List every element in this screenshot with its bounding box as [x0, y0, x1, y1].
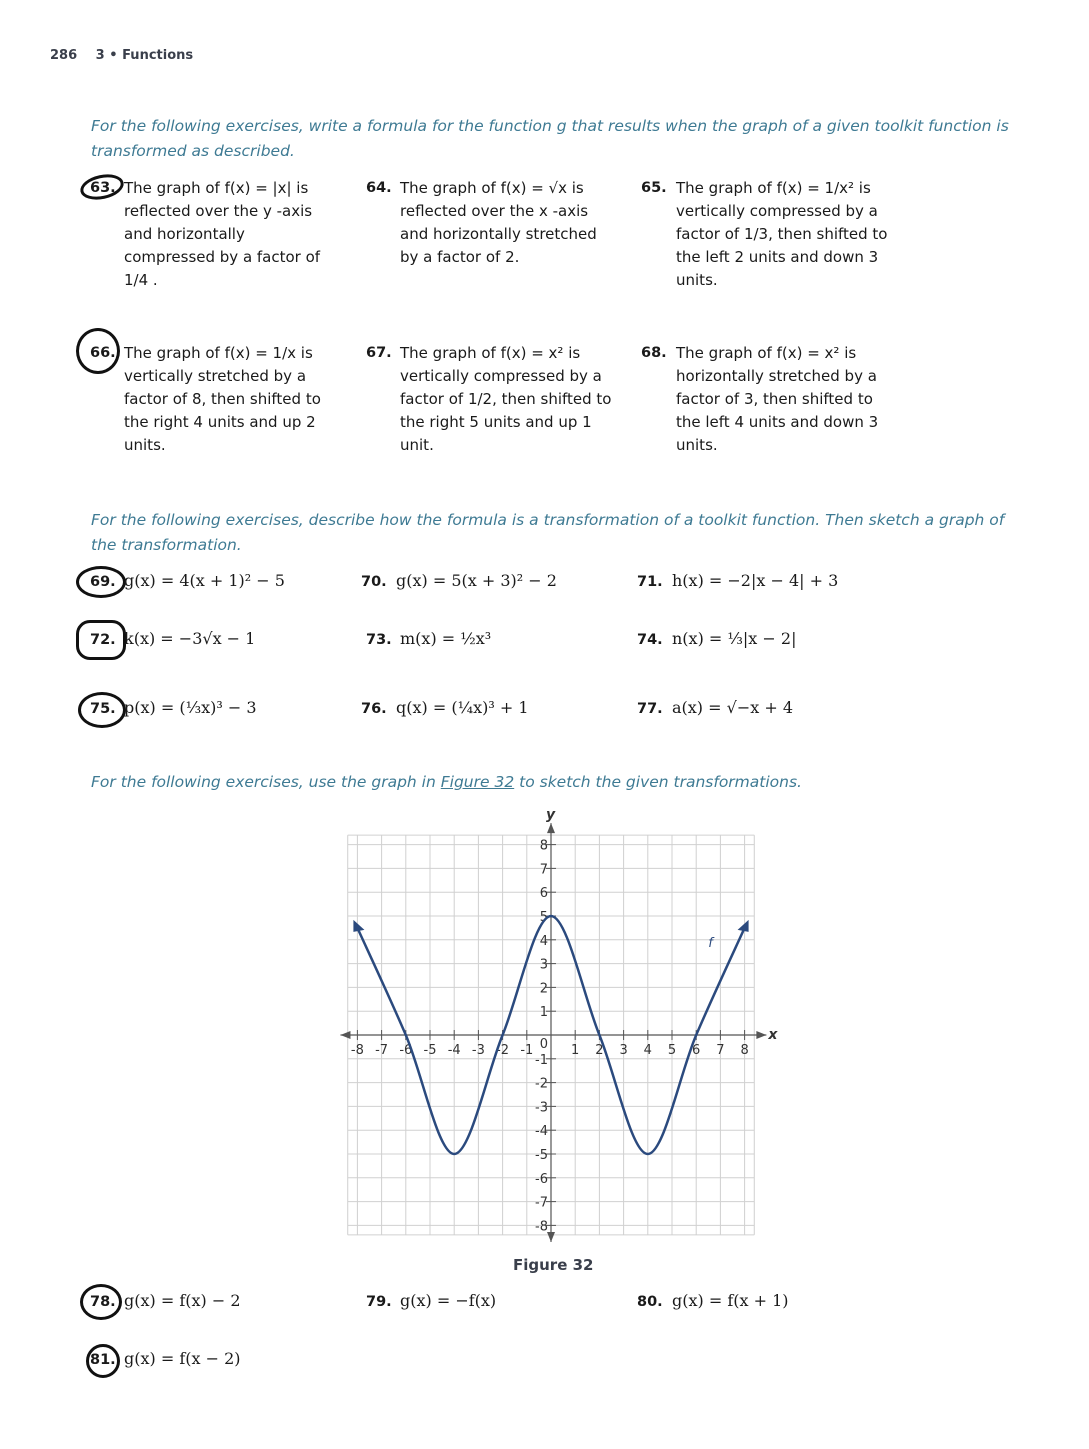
- exercise-line: unit.: [400, 436, 434, 454]
- x-tick-label: 6: [692, 1043, 701, 1058]
- exercise-number: 80.: [637, 1294, 663, 1310]
- exercise-line: 1/4 .: [124, 271, 158, 289]
- x-tick-label: 4: [643, 1043, 652, 1058]
- exercise-line: units.: [124, 436, 166, 454]
- exercise-number: 63.: [90, 180, 116, 196]
- exercise-line: and horizontally: [124, 225, 245, 243]
- exercise-line: and horizontally stretched: [400, 225, 597, 243]
- x-tick-label: -3: [471, 1043, 485, 1058]
- exercise-line: reflected over the y -axis: [124, 202, 313, 220]
- exercise-line: by a factor of 2.: [400, 248, 520, 266]
- y-tick-label: 3: [539, 957, 548, 973]
- exercise-line: factor of 1/2, then shifted to: [400, 390, 612, 408]
- exercise-line: factor of 3, then shifted to: [676, 390, 873, 408]
- exercise-line: The graph of f(x) = |x| is: [124, 179, 309, 197]
- exercise-number: 68.: [641, 345, 667, 361]
- x-tick-label: -6: [399, 1043, 413, 1058]
- exercise-formula: k(x) = −3√x − 1: [124, 629, 256, 648]
- y-tick-label: -6: [535, 1171, 548, 1187]
- exercise-number: 66.: [90, 345, 116, 361]
- exercise-number: 65.: [641, 180, 667, 196]
- y-tick-label: 8: [539, 838, 548, 854]
- x-tick-label: -1: [520, 1043, 534, 1058]
- exercise-line: The graph of f(x) = 1/x is: [124, 344, 313, 362]
- y-tick-label: -3: [535, 1100, 548, 1116]
- curve-arrow-left: [353, 920, 364, 932]
- intro-text: For the following exercises, use the graph in: [91, 773, 441, 791]
- exercise-number: 78.: [90, 1294, 116, 1310]
- exercise-number: 67.: [366, 345, 392, 361]
- x-tick-label: 2: [595, 1043, 604, 1058]
- exercise-line: horizontally stretched by a: [676, 367, 877, 385]
- x-axis-arrow-left: [340, 1031, 350, 1039]
- exercise-formula: g(x) = 5(x + 3)² − 2: [396, 571, 557, 590]
- exercise-line: factor of 8, then shifted to: [124, 390, 321, 408]
- exercise-formula: g(x) = f(x) − 2: [124, 1291, 241, 1310]
- x-axis-arrow-right: [756, 1031, 766, 1039]
- figure-caption: Figure 32: [513, 1256, 594, 1274]
- exercise-number: 74.: [637, 632, 663, 648]
- exercise-line: the left 2 units and down 3: [676, 248, 879, 266]
- x-tick-label: -5: [423, 1043, 437, 1058]
- section1-intro: For the following exercises, write a formula for the function g that results when the graph of a given toolkit function is transformed as described.: [91, 117, 1009, 160]
- exercise-line: reflected over the x -axis: [400, 202, 589, 220]
- y-axis-arrow-up: [547, 823, 555, 833]
- exercise-formula: p(x) = (⅓x)³ − 3: [124, 698, 257, 717]
- exercise-line: The graph of f(x) = 1/x² is: [676, 179, 871, 197]
- curve-label-f: f: [708, 935, 713, 951]
- exercise-formula: h(x) = −2|x − 4| + 3: [672, 571, 839, 590]
- section2-intro: For the following exercises, describe how the formula is a transformation of a toolkit function. Then sketch a graph of the transformation.: [91, 511, 1005, 554]
- exercise-formula: g(x) = −f(x): [400, 1291, 497, 1310]
- exercise-line: vertically compressed by a: [676, 202, 878, 220]
- exercise-line: compressed by a factor of: [124, 248, 321, 266]
- exercise-line: The graph of f(x) = x² is: [400, 344, 581, 362]
- figure-32-graph: [330, 800, 778, 1250]
- exercise-line: units.: [676, 436, 718, 454]
- exercise-number: 75.: [90, 701, 116, 717]
- x-tick-label: 1: [571, 1043, 580, 1058]
- y-axis-arrow-down: [547, 1232, 555, 1242]
- exercise-line: The graph of f(x) = x² is: [676, 344, 857, 362]
- figure-link[interactable]: Figure 32: [440, 773, 515, 791]
- y-tick-label: -7: [535, 1195, 548, 1211]
- section3-intro: [91, 770, 1011, 795]
- exercise-line: vertically stretched by a: [124, 367, 307, 385]
- exercise-number: 76.: [361, 701, 387, 717]
- page-header: [50, 48, 193, 63]
- y-tick-label: 4: [539, 933, 548, 949]
- exercise-line: vertically compressed by a: [400, 367, 602, 385]
- chapter-title: 3 • Functions: [95, 48, 194, 63]
- y-tick-label: 7: [539, 862, 548, 878]
- exercise-formula: a(x) = √−x + 4: [672, 698, 794, 717]
- y-tick-label: 6: [539, 886, 548, 902]
- exercise-line: factor of 1/3, then shifted to: [676, 225, 888, 243]
- curve-arrow-right: [738, 920, 749, 932]
- x-tick-label: -4: [447, 1043, 461, 1058]
- page-number: 286: [50, 48, 78, 63]
- origin-label: 0: [539, 1037, 548, 1052]
- exercise-number: 69.: [90, 574, 116, 590]
- exercise-number: 81.: [90, 1352, 116, 1368]
- exercise-line: units.: [676, 271, 718, 289]
- x-tick-label: 3: [619, 1043, 628, 1058]
- exercise-number: 64.: [366, 180, 392, 196]
- x-tick-label: -2: [496, 1043, 510, 1058]
- x-tick-label: 7: [716, 1043, 725, 1058]
- y-tick-label: -8: [535, 1219, 548, 1235]
- x-tick-label: 8: [740, 1043, 749, 1058]
- exercise-formula: g(x) = f(x + 1): [672, 1291, 789, 1310]
- y-tick-label: -4: [535, 1124, 548, 1140]
- y-axis-label: y: [546, 807, 556, 824]
- y-tick-label: 2: [539, 981, 548, 997]
- exercise-formula: g(x) = 4(x + 1)² − 5: [124, 571, 285, 590]
- exercise-formula: n(x) = ⅓|x − 2|: [672, 629, 797, 648]
- y-tick-label: 5: [539, 910, 548, 925]
- y-tick-label: -5: [535, 1148, 548, 1163]
- x-tick-label: -7: [375, 1043, 389, 1058]
- exercise-formula: m(x) = ½x³: [400, 629, 492, 648]
- exercise-number: 73.: [366, 632, 392, 648]
- intro-text: to sketch the given transformations.: [514, 773, 802, 791]
- exercise-line: the left 4 units and down 3: [676, 413, 879, 431]
- exercise-formula: q(x) = (¼x)³ + 1: [396, 698, 529, 717]
- exercise-number: 72.: [90, 632, 116, 648]
- exercise-number: 71.: [637, 574, 663, 590]
- y-tick-label: 1: [539, 1005, 548, 1021]
- y-tick-label: -1: [535, 1052, 548, 1068]
- x-axis-label: x: [768, 1027, 778, 1043]
- exercise-number: 70.: [361, 574, 387, 590]
- exercise-line: the right 5 units and up 1: [400, 413, 592, 431]
- x-tick-label: -8: [350, 1043, 364, 1058]
- y-tick-label: -2: [535, 1076, 548, 1092]
- exercise-number: 79.: [366, 1294, 392, 1310]
- exercise-line: The graph of f(x) = √x is: [400, 179, 584, 197]
- exercise-line: the right 4 units and up 2: [124, 413, 316, 431]
- x-tick-label: 5: [667, 1043, 677, 1058]
- exercise-number: 77.: [637, 701, 663, 717]
- exercise-formula: g(x) = f(x − 2): [124, 1349, 241, 1368]
